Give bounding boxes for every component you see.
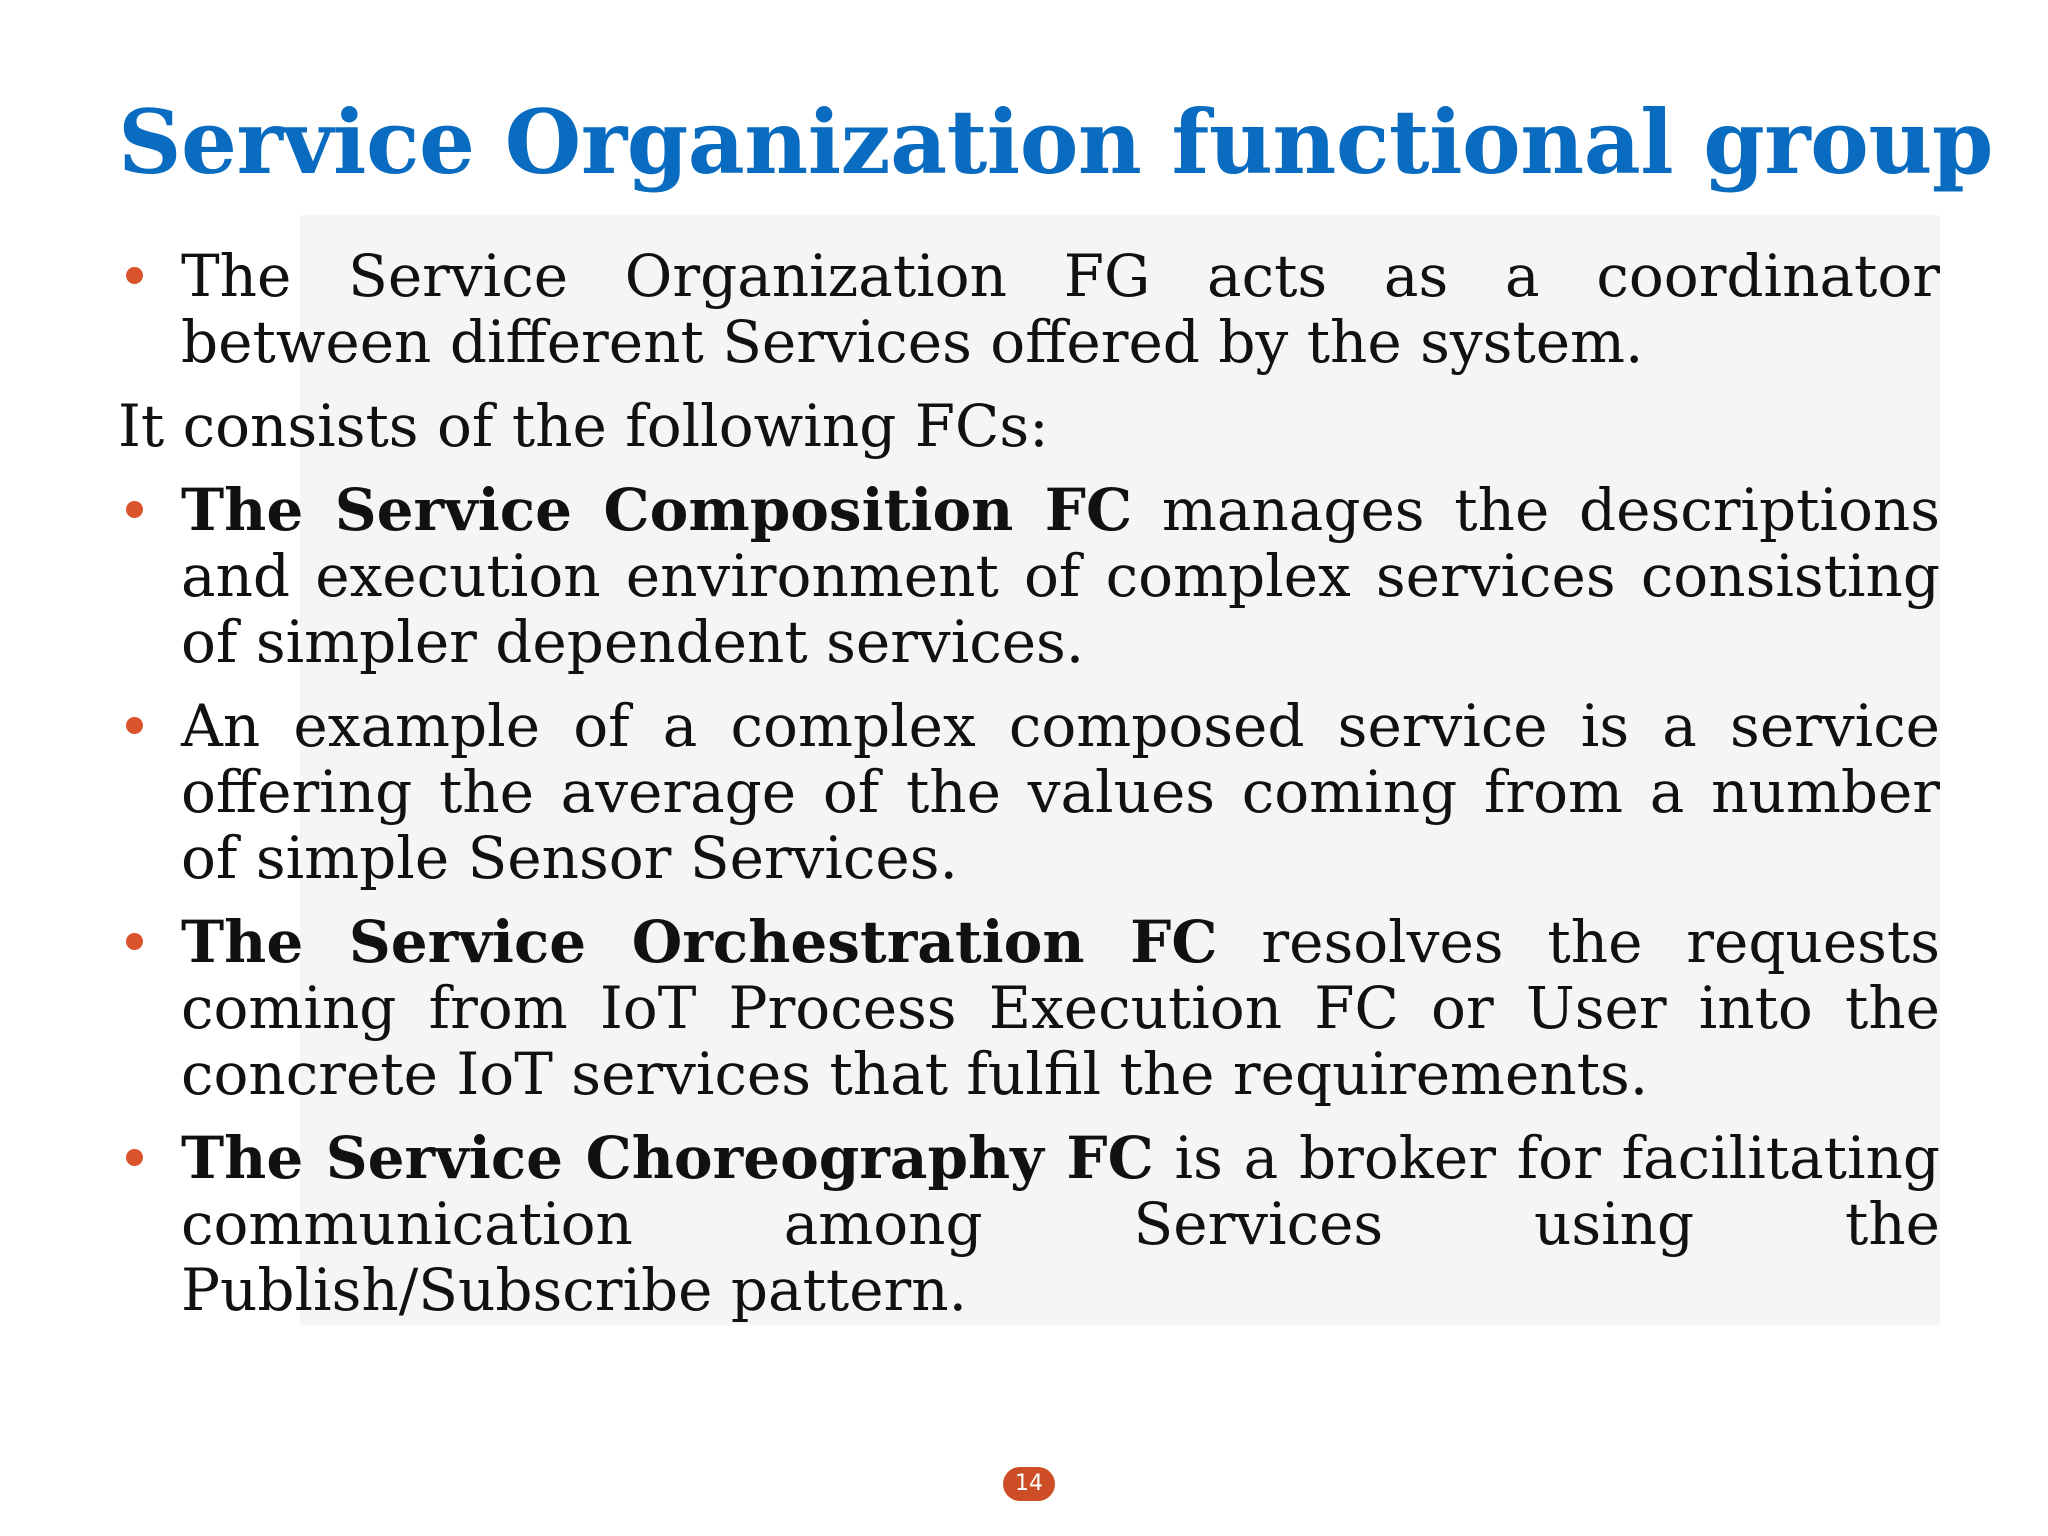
bullet-dot-icon bbox=[126, 501, 143, 518]
bullet-justified-lines bbox=[181, 1125, 1940, 1257]
slide-title: Service Organization functional group bbox=[118, 90, 1993, 194]
bullet-text: resolves the requests coming from IoT Process Execution FC or User into the concrete IoT services that fulfil the requirements. bbox=[181, 908, 1940, 1108]
page-number-badge: 14 bbox=[1003, 1467, 1055, 1501]
intro-text: It consists of the following FCs: bbox=[118, 392, 1049, 460]
slide-body bbox=[118, 243, 1940, 1341]
bullet-text: The Service Organization FG acts as a coordinator between different Services offered by the system. bbox=[181, 242, 1940, 376]
bullet-text-end: Publish/Subscribe pattern. bbox=[181, 1256, 968, 1324]
bullet-text: manages the descriptions and execution environment of complex services consisting of simpler dependent services. bbox=[181, 476, 1940, 676]
bullet-dot-icon bbox=[126, 933, 143, 950]
bullet-bold-term: The Service Orchestration FC bbox=[181, 908, 1218, 976]
bullet-item-service-composition bbox=[118, 477, 1940, 675]
bullet-dot-icon bbox=[126, 717, 143, 734]
bullet-item-service-orchestration bbox=[118, 909, 1940, 1107]
bullet-dot-icon bbox=[126, 1149, 143, 1166]
bullet-item-fg-description bbox=[118, 243, 1940, 375]
bullet-item-composed-example bbox=[118, 693, 1940, 891]
bullet-text: is a broker for facilitating communication among Services using the bbox=[181, 1124, 1940, 1258]
bullet-bold-term: The Service Choreography FC bbox=[181, 1124, 1154, 1192]
intro-line bbox=[118, 393, 1940, 459]
bullet-item-service-choreography bbox=[118, 1125, 1940, 1323]
bullet-dot-icon bbox=[126, 267, 143, 284]
bullet-bold-term: The Service Composition FC bbox=[181, 476, 1133, 544]
bullet-text: An example of a complex composed service is a service offering the average of the values coming from a number of simple Sensor Services. bbox=[181, 692, 1940, 892]
